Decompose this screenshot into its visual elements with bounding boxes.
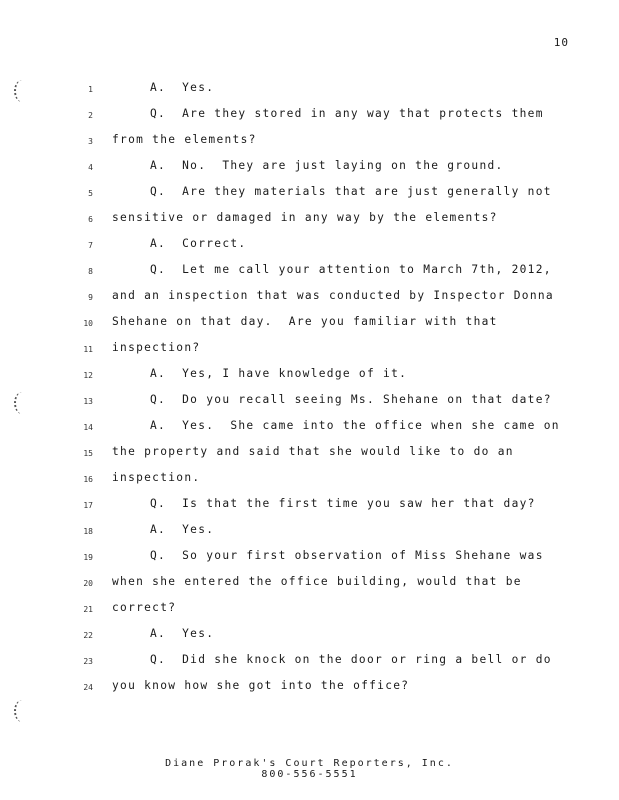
transcript-line bbox=[0, 236, 619, 262]
transcript-line bbox=[0, 262, 619, 288]
transcript-line bbox=[0, 678, 619, 704]
line-number: 13 bbox=[83, 397, 93, 406]
transcript-line bbox=[0, 626, 619, 652]
line-number: 24 bbox=[83, 683, 93, 692]
footer-phone: 800-556-5551 bbox=[261, 769, 358, 780]
line-number: 3 bbox=[88, 137, 93, 146]
line-number: 8 bbox=[88, 267, 93, 276]
line-text: Q. Let me call your attention to March 7th, 2012, bbox=[150, 263, 552, 276]
line-number: 17 bbox=[83, 501, 93, 510]
line-text: A. No. They are just laying on the ground. bbox=[150, 159, 504, 172]
transcript-line bbox=[0, 522, 619, 548]
line-number: 9 bbox=[88, 293, 93, 302]
transcript-line bbox=[0, 444, 619, 470]
line-text: when she entered the office building, would that be bbox=[112, 575, 522, 588]
line-text: Q. Did she knock on the door or ring a bell or do bbox=[150, 653, 552, 666]
line-text: sensitive or damaged in any way by the elements? bbox=[112, 211, 498, 224]
line-text: Q. Are they stored in any way that protects them bbox=[150, 107, 544, 120]
line-text: A. Yes. She came into the office when she came on bbox=[150, 419, 560, 432]
transcript-line bbox=[0, 652, 619, 678]
transcript-line bbox=[0, 496, 619, 522]
transcript-body bbox=[0, 80, 619, 704]
line-number: 12 bbox=[83, 371, 93, 380]
line-number: 5 bbox=[88, 189, 93, 198]
line-number: 1 bbox=[88, 85, 93, 94]
transcript-line bbox=[0, 288, 619, 314]
line-number: 22 bbox=[83, 631, 93, 640]
line-text: Q. Is that the first time you saw her that day? bbox=[150, 497, 536, 510]
transcript-line bbox=[0, 418, 619, 444]
transcript-line bbox=[0, 158, 619, 184]
line-text: and an inspection that was conducted by Inspector Donna bbox=[112, 289, 554, 302]
line-number: 6 bbox=[88, 215, 93, 224]
transcript-line bbox=[0, 106, 619, 132]
line-text: inspection? bbox=[112, 341, 201, 354]
line-text: A. Yes. bbox=[150, 523, 215, 536]
line-number: 10 bbox=[83, 319, 93, 328]
footer bbox=[0, 758, 619, 780]
page-number: 10 bbox=[553, 36, 569, 49]
transcript-line bbox=[0, 132, 619, 158]
transcript-line bbox=[0, 80, 619, 106]
line-number: 14 bbox=[83, 423, 93, 432]
line-number: 7 bbox=[88, 241, 93, 250]
line-text: Q. Are they materials that are just generally not bbox=[150, 185, 552, 198]
line-text: inspection. bbox=[112, 471, 201, 484]
line-number: 4 bbox=[88, 163, 93, 172]
transcript-line bbox=[0, 392, 619, 418]
transcript-line bbox=[0, 470, 619, 496]
transcript-line bbox=[0, 574, 619, 600]
transcript-line bbox=[0, 548, 619, 574]
line-number: 19 bbox=[83, 553, 93, 562]
line-number: 20 bbox=[83, 579, 93, 588]
line-text: Q. So your first observation of Miss Shehane was bbox=[150, 549, 544, 562]
line-text: A. Yes. bbox=[150, 81, 215, 94]
line-text: Shehane on that day. Are you familiar with that bbox=[112, 315, 498, 328]
line-number: 21 bbox=[83, 605, 93, 614]
transcript-line bbox=[0, 340, 619, 366]
line-text: Q. Do you recall seeing Ms. Shehane on that date? bbox=[150, 393, 552, 406]
transcript-line bbox=[0, 184, 619, 210]
footer-company: Diane Prorak's Court Reporters, Inc. bbox=[165, 758, 454, 769]
line-number: 18 bbox=[83, 527, 93, 536]
line-text: the property and said that she would like to do an bbox=[112, 445, 514, 458]
line-number: 2 bbox=[88, 111, 93, 120]
line-text: A. Yes, I have knowledge of it. bbox=[150, 367, 408, 380]
line-text: correct? bbox=[112, 601, 177, 614]
transcript-line bbox=[0, 366, 619, 392]
transcript-line bbox=[0, 600, 619, 626]
line-text: A. Yes. bbox=[150, 627, 215, 640]
line-text: A. Correct. bbox=[150, 237, 247, 250]
line-number: 23 bbox=[83, 657, 93, 666]
transcript-line bbox=[0, 314, 619, 340]
line-number: 11 bbox=[83, 345, 93, 354]
line-text: you know how she got into the office? bbox=[112, 679, 410, 692]
line-number: 15 bbox=[83, 449, 93, 458]
line-text: from the elements? bbox=[112, 133, 257, 146]
transcript-line bbox=[0, 210, 619, 236]
line-number: 16 bbox=[83, 475, 93, 484]
